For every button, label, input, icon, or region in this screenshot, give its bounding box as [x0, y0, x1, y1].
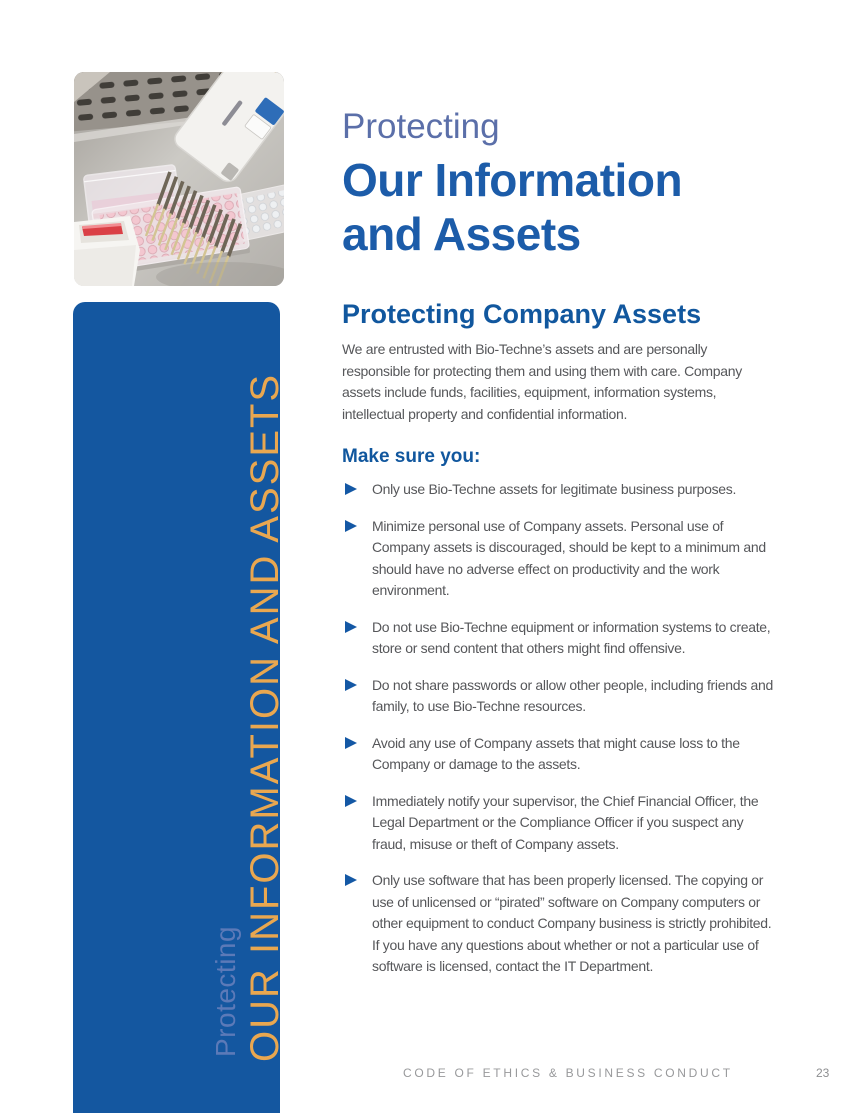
lab-photo: [74, 72, 284, 286]
lab-photo-illustration: [74, 72, 284, 286]
footer-title: CODE OF ETHICS & BUSINESS CONDUCT: [403, 1066, 733, 1080]
bullet-text: Minimize personal use of Company assets. Personal use of Company assets is discouraged, should be kept to a minimum and should have no adverse effect on productivity and the work environment.: [372, 517, 766, 598]
bullet-arrow-icon: [345, 621, 357, 633]
list-item: [342, 516, 774, 602]
list-item: [342, 675, 774, 718]
sidebar-chapter-title: OUR INFORMATION AND ASSETS: [243, 372, 287, 1062]
list-item: [342, 479, 774, 501]
bullet-arrow-icon: [345, 874, 357, 886]
page-number: 23: [816, 1066, 830, 1080]
list-heading: Make sure you:: [342, 446, 481, 467]
page-title-line2: and Assets: [342, 208, 581, 260]
bullet-arrow-icon: [345, 679, 357, 691]
list-item: [342, 791, 774, 856]
intro-paragraph: We are entrusted with Bio-Techne’s assets and are personally responsible for protecting them and using them with care. Company assets include funds, facilities, equipment, information systems, intellectual property and confidential information.: [342, 341, 742, 422]
bullet-text: Immediately notify your supervisor, the Chief Financial Officer, the Legal Department or the Compliance Officer if you suspect any fraud, misuse or theft of Company assets.: [372, 792, 759, 852]
list-item: [342, 733, 774, 776]
bullet-text: Do not use Bio-Techne equipment or information systems to create, store or send content that others might find offensive.: [372, 618, 771, 656]
list-item: [342, 870, 774, 978]
main-content: [342, 0, 772, 993]
bullet-arrow-icon: [345, 520, 357, 532]
bullet-text: Only use software that has been properly licensed. The copying or use of unlicensed or “pirated” software on Company computers or other equipment to conduct Company business is strictly prohibited. If you have any questions about whether or not a particular use of software is licensed, contact the IT Department.: [372, 872, 772, 974]
bullet-text: Do not share passwords or allow other people, including friends and family, to use Bio-Techne resources.: [372, 676, 773, 714]
bullet-text: Avoid any use of Company assets that might cause loss to the Company or damage to the assets.: [372, 734, 740, 772]
list-item: [342, 617, 774, 660]
bullet-arrow-icon: [345, 483, 357, 495]
section-heading: Protecting Company Assets: [342, 299, 702, 329]
page-title-line1: Our Information: [342, 154, 683, 206]
bullet-text: Only use Bio-Techne assets for legitimate business purposes.: [372, 481, 737, 497]
sidebar-eyebrow: Protecting: [210, 925, 241, 1057]
header-eyebrow: Protecting: [342, 107, 500, 146]
page-title: [342, 153, 772, 261]
chapter-sidebar: [73, 302, 287, 1113]
assets-list: [342, 479, 774, 978]
bullet-arrow-icon: [345, 737, 357, 749]
bullet-arrow-icon: [345, 795, 357, 807]
